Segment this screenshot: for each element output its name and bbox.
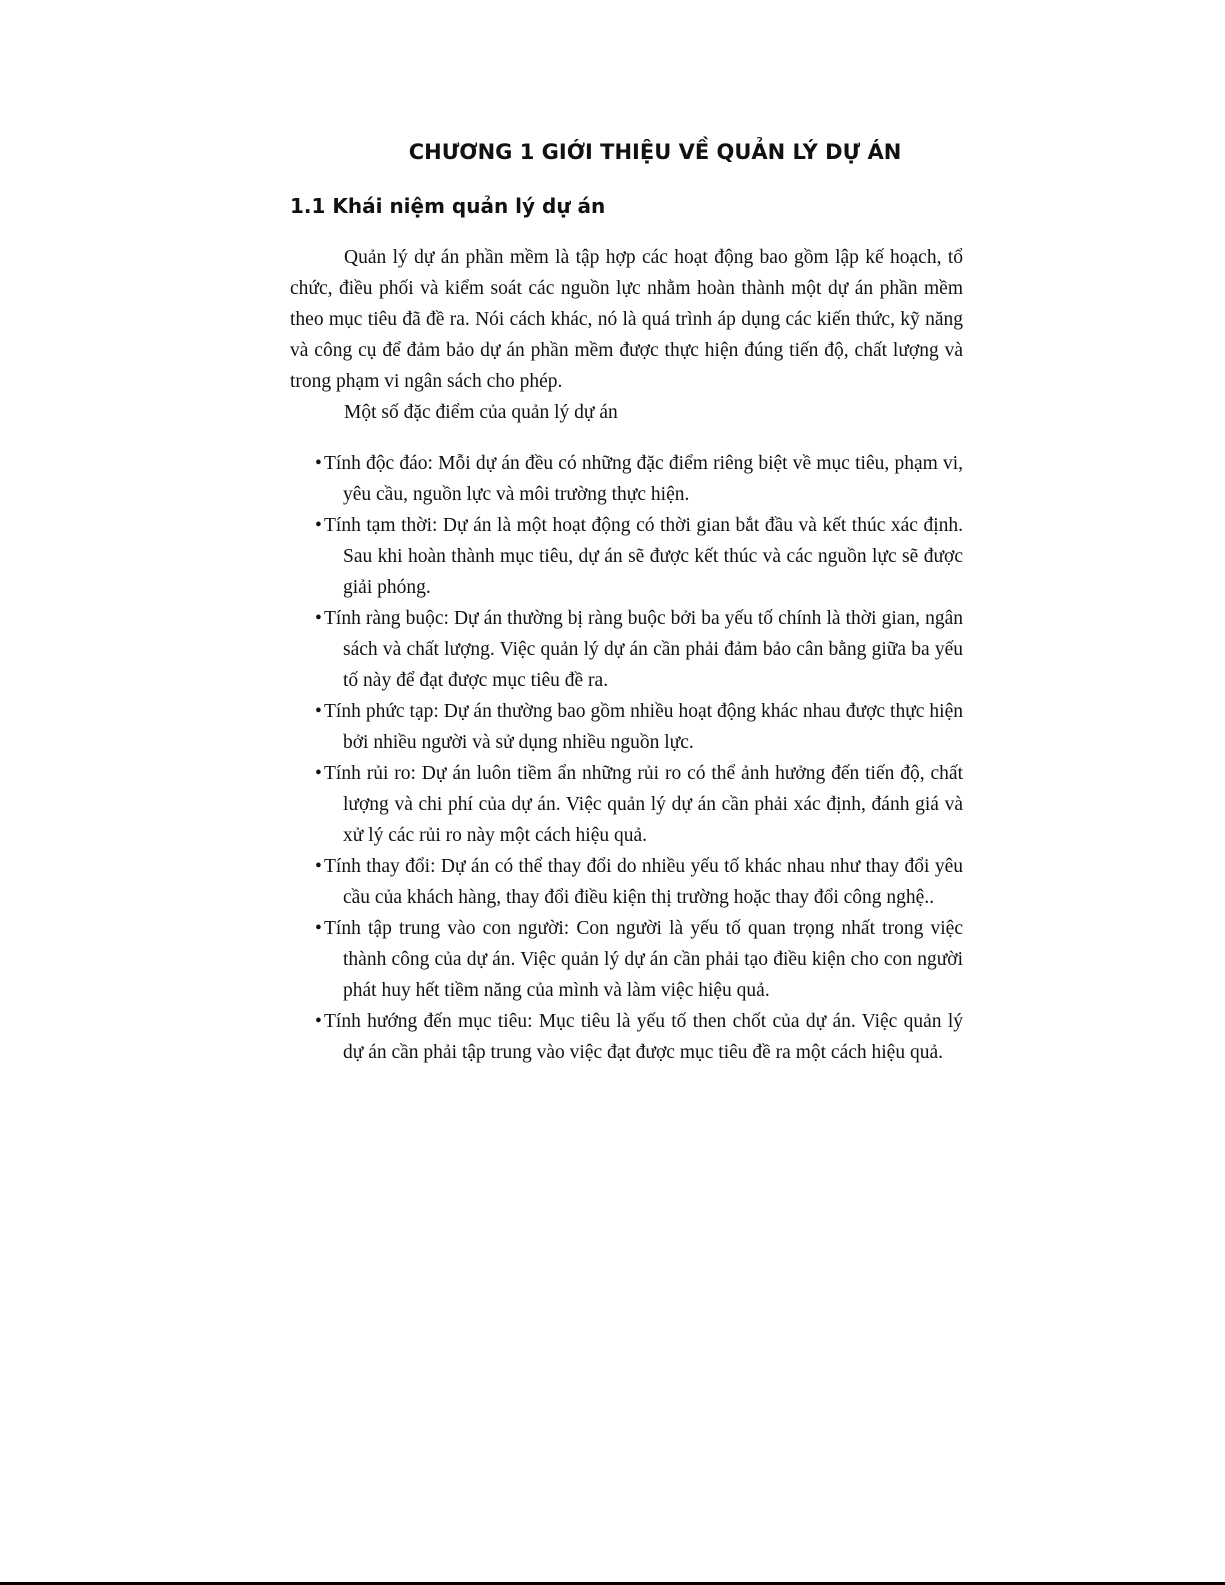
list-item-text: Tính độc đáo: Mỗi dự án đều có những đặc điểm riêng biệt về mục tiêu, phạm vi, yêu cầu, nguồn lực và môi trường thực hiện. (324, 453, 963, 505)
list-item-text: Tính phức tạp: Dự án thường bao gồm nhiều hoạt động khác nhau được thực hiện bởi nhiều người và sử dụng nhiều nguồn lực. (324, 701, 963, 753)
list-item-text: Tính thay đổi: Dự án có thể thay đổi do nhiều yếu tố khác nhau như thay đổi yêu cầu của khách hàng, thay đổi điều kiện thị trường hoặc thay đổi công nghệ.. (324, 856, 963, 908)
bullet-icon: • (315, 701, 322, 722)
intro-paragraph: Quản lý dự án phần mềm là tập hợp các hoạt động bao gồm lập kế hoạch, tổ chức, điều phối và kiểm soát các nguồn lực nhằm hoàn thành một dự án phần mềm theo mục tiêu đã đề ra. Nói cách khác, nó là quá trình áp dụng các kiến thức, kỹ năng và công cụ để đảm bảo dự án phần mềm được thực hiện đúng tiến độ, chất lượng và trong phạm vi ngân sách cho phép. (290, 247, 963, 392)
list-item-text: Tính hướng đến mục tiêu: Mục tiêu là yếu tố then chốt của dự án. Việc quản lý dự án cần phải tập trung vào việc đạt được mục tiêu đề ra một cách hiệu quả. (324, 1011, 963, 1063)
section-body (290, 242, 963, 1068)
list-lead: Một số đặc điểm của quản lý dự án (344, 402, 618, 423)
bullet-icon: • (315, 918, 322, 939)
list-item-text: Tính tạm thời: Dự án là một hoạt động có thời gian bắt đầu và kết thúc xác định. Sau khi hoàn thành mục tiêu, dự án sẽ được kết thúc và các nguồn lực sẽ được giải phóng. (324, 515, 963, 598)
chapter-title: CHƯƠNG 1 GIỚI THIỆU VỀ QUẢN LÝ DỰ ÁN (408, 140, 902, 164)
list-item (315, 758, 963, 851)
bullet-icon: • (315, 1011, 322, 1032)
list-item-text: Tính rủi ro: Dự án luôn tiềm ẩn những rủi ro có thể ảnh hưởng đến tiến độ, chất lượng và chi phí của dự án. Việc quản lý dự án cần phải xác định, đánh giá và xử lý các rủi ro này một cách hiệu quả. (324, 763, 963, 846)
list-item (315, 913, 963, 1006)
bullet-icon: • (315, 453, 322, 474)
list-item (315, 1006, 963, 1068)
bullet-icon: • (315, 515, 322, 536)
list-item (315, 448, 963, 510)
section-title: 1.1 Khái niệm quản lý dự án (290, 194, 606, 218)
list-item-text: Tính ràng buộc: Dự án thường bị ràng buộc bởi ba yếu tố chính là thời gian, ngân sách và chất lượng. Việc quản lý dự án cần phải đảm bảo cân bằng giữa ba yếu tố này để đạt được mục tiêu đề ra. (324, 608, 963, 691)
list-item-text: Tính tập trung vào con người: Con người là yếu tố quan trọng nhất trong việc thành công của dự án. Việc quản lý dự án cần phải tạo điều kiện cho con người phát huy hết tiềm năng của mình và làm việc hiệu quả. (324, 918, 963, 1001)
bullet-icon: • (315, 856, 322, 877)
bullet-icon: • (315, 763, 322, 784)
characteristics-list (290, 448, 963, 1068)
list-item (315, 696, 963, 758)
bullet-icon: • (315, 608, 322, 629)
list-item (315, 510, 963, 603)
list-item (315, 603, 963, 696)
list-item (315, 851, 963, 913)
